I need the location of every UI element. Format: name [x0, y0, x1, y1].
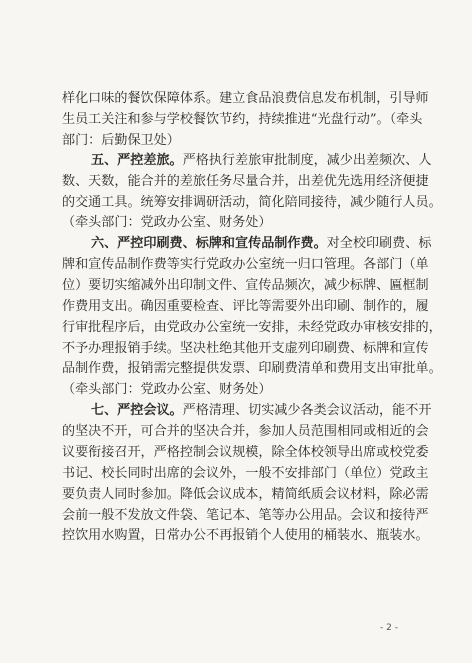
body-line: 控饮用水购置，日常办公不再报销个人使用的桶装水、瓶装水。: [62, 528, 429, 543]
section-heading: 七、严控会议。: [91, 403, 183, 418]
body-line: 会前一般不发放文件袋、笔记本、笔等办公用品。会议和接待严: [62, 508, 429, 523]
lead-department-note: 部门：后勤保卫处）: [62, 133, 180, 148]
section-heading-line: 七、严控会议。严格清理、切实减少各类会议活动，能不开: [91, 403, 432, 418]
body-line: 议要衔接召开，严格控制会议规模，除全体校领导出席或校党委: [62, 445, 429, 460]
body-line: 作费用支出。确因重要检查、评比等需要外出印刷、制作的，履: [62, 299, 429, 314]
body-line: 生员工关注和参与学校餐饮节约，持续推进“光盘行动”。（牵头: [62, 112, 423, 127]
body-line: 位）要切实缩减外出印制文件、宣传品频次，减少标牌、匾框制: [62, 278, 429, 293]
lead-department-note: （牵头部门：党政办公室、财务处）: [62, 215, 272, 230]
body-line: 行审批程序后，由党政办公室统一安排，未经党政办审核安排的，: [62, 320, 442, 335]
body-line: 要负责人同时参加。降低会议成本，精简纸质会议材料，除必需: [62, 487, 429, 502]
section-heading-line: 五、严控差旅。严格执行差旅审批制度，减少出差频次、人: [91, 153, 432, 168]
body-line: 的坚决不开，可合并的坚决合并，参加人员范围相同或相近的会: [62, 424, 429, 439]
body-line: 不予办理报销手续。坚决杜绝其他开支虚列印刷费、标牌和宣传: [62, 341, 429, 356]
lead-department-note: （牵头部门：党政办公室、财务处）: [62, 382, 272, 397]
body-line: 样化口味的餐饮保障体系。建立食品浪费信息发布机制，引导师: [62, 91, 429, 106]
page-number: - 2 -: [380, 623, 398, 633]
body-line: 牌和宣传品制作费等实行党政办公室统一归口管理。各部门（单: [62, 257, 429, 272]
body-line: 品制作费，报销需完整提供发票、印刷费清单和费用支出审批单。: [62, 361, 442, 376]
section-heading: 六、严控印刷费、标牌和宣传品制作费。: [91, 236, 327, 251]
body-line: 的交通工具。统筹安排调研活动，简化陪同接待，减少随行人员。: [62, 195, 442, 210]
body-line: 书记、校长同时出席的会议外，一般不安排部门（单位）党政主: [62, 466, 429, 481]
body-line: 数、天数，能合并的差旅任务尽量合并，出差优先选用经济便捷: [62, 174, 429, 189]
section-heading-line: 六、严控印刷费、标牌和宣传品制作费。对全校印刷费、标: [91, 236, 432, 251]
section-heading: 五、严控差旅。: [91, 153, 183, 168]
